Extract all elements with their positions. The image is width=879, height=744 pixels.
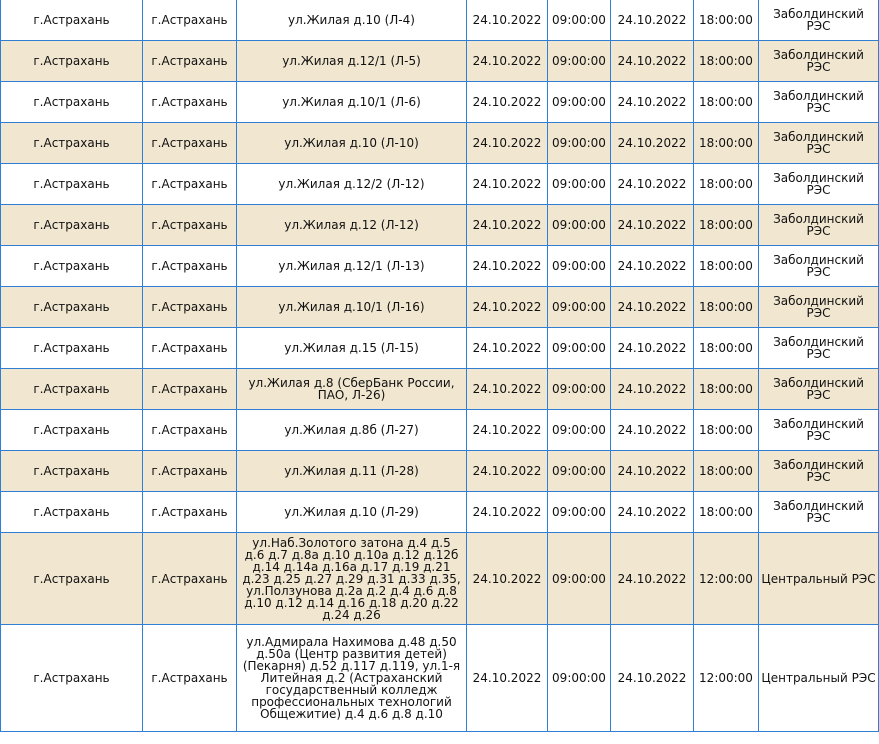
start-date-cell: 24.10.2022 bbox=[467, 287, 548, 328]
address-cell: ул.Жилая д.11 (Л-28) bbox=[237, 451, 467, 492]
city-cell: г.Астрахань bbox=[1, 123, 143, 164]
table-row bbox=[1, 287, 879, 328]
table-row bbox=[1, 451, 879, 492]
table-body bbox=[1, 0, 879, 732]
town-cell: г.Астрахань bbox=[143, 369, 237, 410]
end-date-cell: 24.10.2022 bbox=[611, 287, 694, 328]
start-date-cell: 24.10.2022 bbox=[467, 533, 548, 625]
end-time-cell: 18:00:00 bbox=[694, 82, 759, 123]
end-time-cell: 18:00:00 bbox=[694, 369, 759, 410]
table-row bbox=[1, 0, 879, 41]
city-cell: г.Астрахань bbox=[1, 533, 143, 625]
start-time-cell: 09:00:00 bbox=[548, 369, 611, 410]
start-date-cell: 24.10.2022 bbox=[467, 41, 548, 82]
start-date-cell: 24.10.2022 bbox=[467, 369, 548, 410]
city-cell: г.Астрахань bbox=[1, 82, 143, 123]
end-date-cell: 24.10.2022 bbox=[611, 533, 694, 625]
end-date-cell: 24.10.2022 bbox=[611, 410, 694, 451]
address-cell: ул.Жилая д.15 (Л-15) bbox=[237, 328, 467, 369]
end-time-cell: 18:00:00 bbox=[694, 328, 759, 369]
start-time-cell: 09:00:00 bbox=[548, 123, 611, 164]
res-cell: Заболдинский РЭС bbox=[759, 164, 879, 205]
end-date-cell: 24.10.2022 bbox=[611, 328, 694, 369]
town-cell: г.Астрахань bbox=[143, 451, 237, 492]
table-row bbox=[1, 82, 879, 123]
end-time-cell: 18:00:00 bbox=[694, 246, 759, 287]
res-cell: Заболдинский РЭС bbox=[759, 0, 879, 41]
end-date-cell: 24.10.2022 bbox=[611, 246, 694, 287]
start-date-cell: 24.10.2022 bbox=[467, 82, 548, 123]
end-date-cell: 24.10.2022 bbox=[611, 492, 694, 533]
town-cell: г.Астрахань bbox=[143, 123, 237, 164]
res-cell: Центральный РЭС bbox=[759, 533, 879, 625]
end-time-cell: 18:00:00 bbox=[694, 287, 759, 328]
end-date-cell: 24.10.2022 bbox=[611, 369, 694, 410]
res-cell: Заболдинский РЭС bbox=[759, 246, 879, 287]
end-time-cell: 18:00:00 bbox=[694, 205, 759, 246]
start-time-cell: 09:00:00 bbox=[548, 41, 611, 82]
address-cell: ул.Жилая д.8б (Л-27) bbox=[237, 410, 467, 451]
city-cell: г.Астрахань bbox=[1, 287, 143, 328]
res-cell: Заболдинский РЭС bbox=[759, 492, 879, 533]
address-cell: ул.Наб.Золотого затона д.4 д.5 д.6 д.7 д.8а д.10 д.10а д.12 д.12б д.14 д.14а д.16а д.17 д.19 д.21 д.23 д.25 д.27 д.29 д.31 д.33 д.35, ул.Ползунова д.2а д.2 д.4 д.6 д.8 д.10 д.12 д.14 д.16 д.18 д.20 д.22 д.24 д.26 bbox=[237, 533, 467, 625]
end-date-cell: 24.10.2022 bbox=[611, 123, 694, 164]
start-time-cell: 09:00:00 bbox=[548, 205, 611, 246]
end-time-cell: 18:00:00 bbox=[694, 41, 759, 82]
table-row bbox=[1, 123, 879, 164]
town-cell: г.Астрахань bbox=[143, 0, 237, 41]
start-time-cell: 09:00:00 bbox=[548, 410, 611, 451]
town-cell: г.Астрахань bbox=[143, 328, 237, 369]
start-time-cell: 09:00:00 bbox=[548, 164, 611, 205]
city-cell: г.Астрахань bbox=[1, 492, 143, 533]
town-cell: г.Астрахань bbox=[143, 246, 237, 287]
city-cell: г.Астрахань bbox=[1, 451, 143, 492]
town-cell: г.Астрахань bbox=[143, 41, 237, 82]
start-date-cell: 24.10.2022 bbox=[467, 492, 548, 533]
end-date-cell: 24.10.2022 bbox=[611, 451, 694, 492]
table-row bbox=[1, 533, 879, 625]
table-row bbox=[1, 369, 879, 410]
start-time-cell: 09:00:00 bbox=[548, 0, 611, 41]
table-row bbox=[1, 164, 879, 205]
end-date-cell: 24.10.2022 bbox=[611, 164, 694, 205]
res-cell: Заболдинский РЭС bbox=[759, 82, 879, 123]
res-cell: Заболдинский РЭС bbox=[759, 287, 879, 328]
end-date-cell: 24.10.2022 bbox=[611, 0, 694, 41]
address-cell: ул.Жилая д.12/2 (Л-12) bbox=[237, 164, 467, 205]
address-cell: ул.Адмирала Нахимова д.48 д.50 д.50а (Центр развития детей) (Пекарня) д.52 д.117 д.119, ул.1-я Литейная д.2 (Астраханский государственный колледж профессиональных технологий Общежитие) д.4 д.6 д.8 д.10 bbox=[237, 625, 467, 732]
town-cell: г.Астрахань bbox=[143, 533, 237, 625]
start-date-cell: 24.10.2022 bbox=[467, 0, 548, 41]
address-cell: ул.Жилая д.10 (Л-29) bbox=[237, 492, 467, 533]
city-cell: г.Астрахань bbox=[1, 205, 143, 246]
town-cell: г.Астрахань bbox=[143, 164, 237, 205]
town-cell: г.Астрахань bbox=[143, 410, 237, 451]
city-cell: г.Астрахань bbox=[1, 410, 143, 451]
town-cell: г.Астрахань bbox=[143, 625, 237, 732]
start-time-cell: 09:00:00 bbox=[548, 287, 611, 328]
res-cell: Заболдинский РЭС bbox=[759, 123, 879, 164]
city-cell: г.Астрахань bbox=[1, 164, 143, 205]
res-cell: Заболдинский РЭС bbox=[759, 41, 879, 82]
city-cell: г.Астрахань bbox=[1, 328, 143, 369]
address-cell: ул.Жилая д.10/1 (Л-6) bbox=[237, 82, 467, 123]
start-time-cell: 09:00:00 bbox=[548, 625, 611, 732]
address-cell: ул.Жилая д.10 (Л-4) bbox=[237, 0, 467, 41]
end-time-cell: 12:00:00 bbox=[694, 533, 759, 625]
address-cell: ул.Жилая д.12/1 (Л-5) bbox=[237, 41, 467, 82]
start-time-cell: 09:00:00 bbox=[548, 82, 611, 123]
city-cell: г.Астрахань bbox=[1, 246, 143, 287]
res-cell: Заболдинский РЭС bbox=[759, 451, 879, 492]
end-time-cell: 12:00:00 bbox=[694, 625, 759, 732]
res-cell: Заболдинский РЭС bbox=[759, 328, 879, 369]
end-time-cell: 18:00:00 bbox=[694, 123, 759, 164]
city-cell: г.Астрахань bbox=[1, 625, 143, 732]
res-cell: Заболдинский РЭС bbox=[759, 410, 879, 451]
end-time-cell: 18:00:00 bbox=[694, 0, 759, 41]
town-cell: г.Астрахань bbox=[143, 287, 237, 328]
start-date-cell: 24.10.2022 bbox=[467, 123, 548, 164]
start-time-cell: 09:00:00 bbox=[548, 492, 611, 533]
address-cell: ул.Жилая д.12/1 (Л-13) bbox=[237, 246, 467, 287]
table-row bbox=[1, 625, 879, 732]
table-row bbox=[1, 492, 879, 533]
table-row bbox=[1, 328, 879, 369]
res-cell: Центральный РЭС bbox=[759, 625, 879, 732]
city-cell: г.Астрахань bbox=[1, 0, 143, 41]
start-date-cell: 24.10.2022 bbox=[467, 164, 548, 205]
start-time-cell: 09:00:00 bbox=[548, 328, 611, 369]
town-cell: г.Астрахань bbox=[143, 205, 237, 246]
end-date-cell: 24.10.2022 bbox=[611, 205, 694, 246]
start-time-cell: 09:00:00 bbox=[548, 533, 611, 625]
start-date-cell: 24.10.2022 bbox=[467, 328, 548, 369]
address-cell: ул.Жилая д.8 (СберБанк России, ПАО, Л-26) bbox=[237, 369, 467, 410]
start-date-cell: 24.10.2022 bbox=[467, 410, 548, 451]
table-row bbox=[1, 41, 879, 82]
res-cell: Заболдинский РЭС bbox=[759, 369, 879, 410]
start-date-cell: 24.10.2022 bbox=[467, 246, 548, 287]
start-date-cell: 24.10.2022 bbox=[467, 205, 548, 246]
start-date-cell: 24.10.2022 bbox=[467, 451, 548, 492]
table-row bbox=[1, 246, 879, 287]
table-row bbox=[1, 205, 879, 246]
end-time-cell: 18:00:00 bbox=[694, 410, 759, 451]
table-row bbox=[1, 410, 879, 451]
town-cell: г.Астрахань bbox=[143, 492, 237, 533]
town-cell: г.Астрахань bbox=[143, 82, 237, 123]
res-cell: Заболдинский РЭС bbox=[759, 205, 879, 246]
end-time-cell: 18:00:00 bbox=[694, 164, 759, 205]
start-date-cell: 24.10.2022 bbox=[467, 625, 548, 732]
address-cell: ул.Жилая д.10/1 (Л-16) bbox=[237, 287, 467, 328]
address-cell: ул.Жилая д.12 (Л-12) bbox=[237, 205, 467, 246]
start-time-cell: 09:00:00 bbox=[548, 451, 611, 492]
end-date-cell: 24.10.2022 bbox=[611, 82, 694, 123]
address-cell: ул.Жилая д.10 (Л-10) bbox=[237, 123, 467, 164]
city-cell: г.Астрахань bbox=[1, 369, 143, 410]
end-time-cell: 18:00:00 bbox=[694, 451, 759, 492]
end-date-cell: 24.10.2022 bbox=[611, 41, 694, 82]
city-cell: г.Астрахань bbox=[1, 41, 143, 82]
start-time-cell: 09:00:00 bbox=[548, 246, 611, 287]
end-time-cell: 18:00:00 bbox=[694, 492, 759, 533]
end-date-cell: 24.10.2022 bbox=[611, 625, 694, 732]
